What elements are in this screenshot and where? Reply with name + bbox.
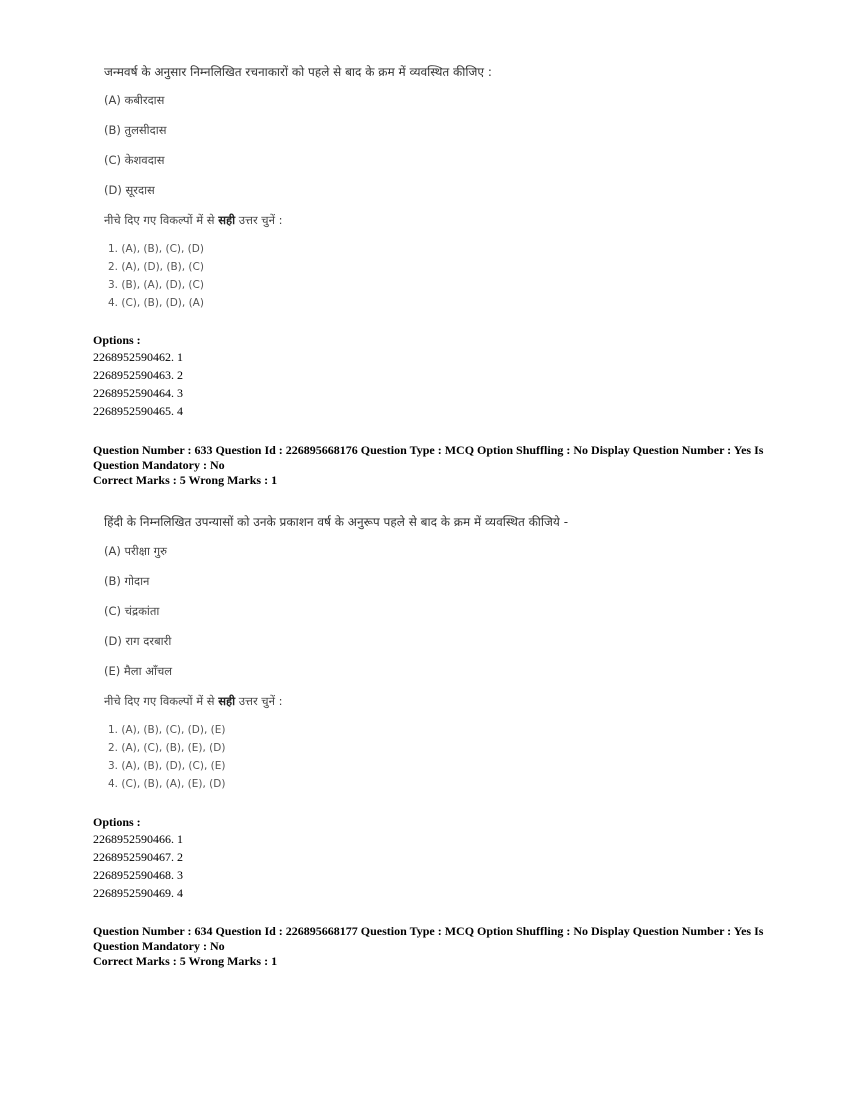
- answer-choice: 4. (C), (B), (D), (A): [108, 297, 204, 309]
- instruction-text: [104, 213, 283, 228]
- list-item: (E) मैला आँचल: [104, 664, 173, 678]
- instruction-post: उत्तर चुनें :: [235, 694, 283, 708]
- answer-choice: 3. (A), (B), (D), (C), (E): [108, 760, 226, 772]
- option-line: 2268952590466. 1: [93, 832, 183, 846]
- list-item: (D) सूरदास: [104, 183, 155, 197]
- instruction-bold: सही: [218, 694, 236, 708]
- list-item: (B) गोदान: [104, 574, 150, 588]
- options-heading: Options :: [93, 815, 141, 829]
- option-line: 2268952590469. 4: [93, 886, 183, 900]
- list-item: (C) चंद्रकांता: [104, 604, 160, 618]
- list-item: (A) परीक्षा गुरु: [104, 544, 167, 558]
- instruction-bold: सही: [218, 213, 236, 227]
- answer-choice: 2. (A), (D), (B), (C): [108, 261, 204, 273]
- answer-choice: 3. (B), (A), (D), (C): [108, 279, 204, 291]
- question-meta: Question Number : 634 Question Id : 226895668177 Question Type : MCQ Option Shuffling : No Display Question Number : Yes Is Question Mandatory : No: [93, 924, 764, 953]
- options-heading: Options :: [93, 333, 141, 347]
- answer-choice: 2. (A), (C), (B), (E), (D): [108, 742, 226, 754]
- marks-line: Correct Marks : 5 Wrong Marks : 1: [93, 473, 278, 487]
- question-meta: Question Number : 633 Question Id : 226895668176 Question Type : MCQ Option Shuffling : No Display Question Number : Yes Is Question Mandatory : No: [93, 443, 764, 472]
- option-line: 2268952590462. 1: [93, 350, 183, 364]
- answer-choice: 1. (A), (B), (C), (D), (E): [108, 724, 226, 736]
- option-line: 2268952590465. 4: [93, 404, 183, 418]
- instruction-text: [104, 694, 283, 709]
- answer-choice: 1. (A), (B), (C), (D): [108, 243, 204, 255]
- answer-choice: 4. (C), (B), (A), (E), (D): [108, 778, 226, 790]
- question-text: जन्मवर्ष के अनुसार निम्नलिखित रचनाकारों को पहले से बाद के क्रम में व्यवस्थित कीजिए :: [104, 65, 492, 79]
- marks-line: Correct Marks : 5 Wrong Marks : 1: [93, 954, 278, 968]
- list-item: (D) राग दरबारी: [104, 634, 172, 648]
- option-line: 2268952590464. 3: [93, 386, 183, 400]
- instruction-pre: नीचे दिए गए विकल्पों में से: [104, 213, 219, 227]
- list-item: (A) कबीरदास: [104, 93, 165, 107]
- option-line: 2268952590468. 3: [93, 868, 183, 882]
- option-line: 2268952590463. 2: [93, 368, 183, 382]
- question-text: हिंदी के निम्नलिखित उपन्यासों को उनके प्रकाशन वर्ष के अनुरूप पहले से बाद के क्रम में व्यवस्थित कीजिये -: [104, 515, 569, 529]
- list-item: (B) तुलसीदास: [104, 123, 167, 137]
- option-line: 2268952590467. 2: [93, 850, 183, 864]
- instruction-post: उत्तर चुनें :: [235, 213, 283, 227]
- list-item: (C) केशवदास: [104, 153, 165, 167]
- instruction-pre: नीचे दिए गए विकल्पों में से: [104, 694, 219, 708]
